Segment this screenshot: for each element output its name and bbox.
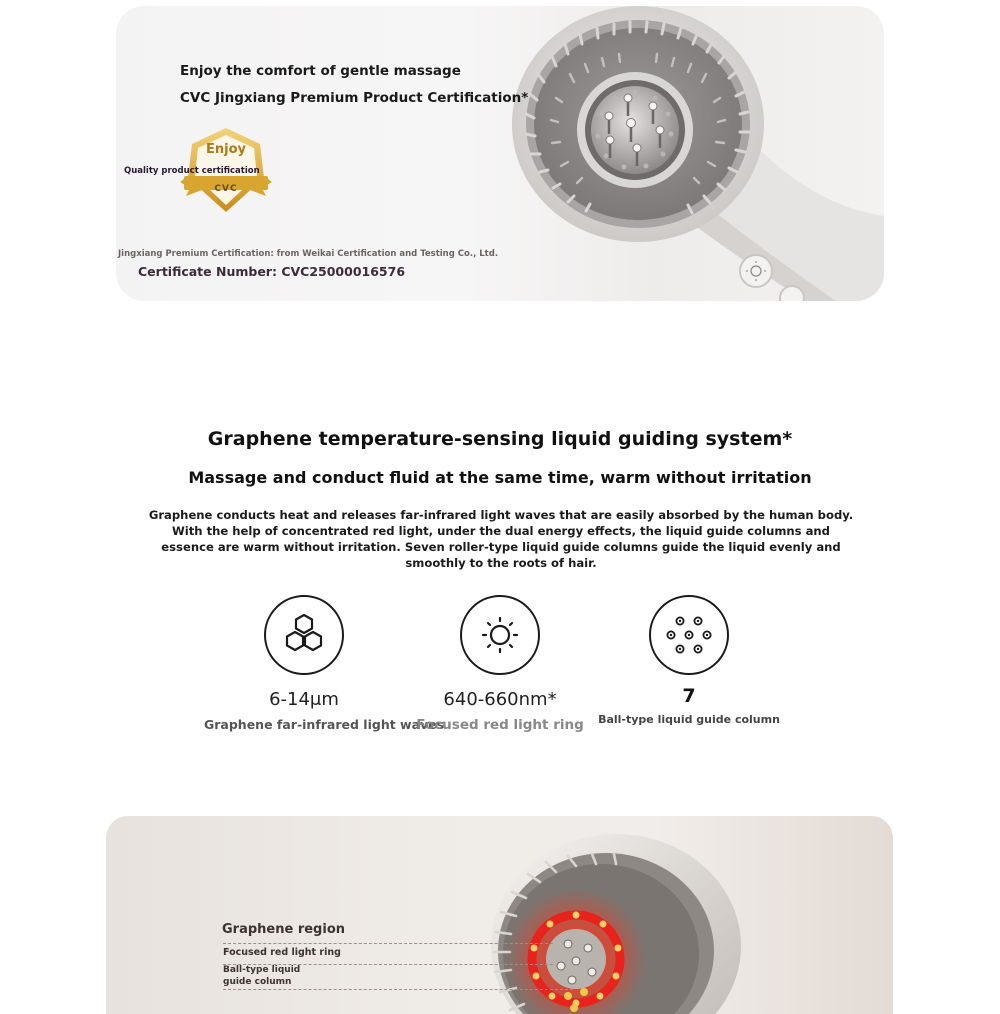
feature-label: Graphene far-infrared light waves: [204, 717, 445, 732]
badge-caption: Quality product certification: [124, 166, 260, 176]
label-ball-guide-column: [223, 964, 300, 988]
feature-label: Ball-type liquid guide column: [598, 713, 780, 726]
product-detail-banner: [106, 816, 893, 1014]
badge-cvc-text: CVC: [214, 184, 238, 194]
banner-headline: Enjoy the comfort of gentle massage: [180, 63, 461, 79]
label-ball-line2: guide column: [223, 977, 292, 987]
feature-red-light-ring: [400, 595, 600, 733]
dots-cluster-icon: [649, 595, 729, 675]
feature-label: Focused red light ring: [416, 717, 584, 733]
hexagon-cluster-icon: [264, 595, 344, 675]
label-graphene-region: Graphene region: [222, 922, 346, 937]
sun-icon: [460, 595, 540, 675]
certification-source: Jingxiang Premium Certification: from Weikai Certification and Testing Co., Ltd.: [118, 249, 499, 259]
feature-value: 7: [682, 685, 696, 707]
leader-line: [223, 943, 553, 944]
certificate-number: Certificate Number: CVC25000016576: [138, 264, 406, 279]
feature-value: 640-660nm*: [443, 689, 557, 710]
certification-banner: [116, 6, 884, 301]
feature-value: 6-14μm: [269, 689, 339, 710]
banner-certification-title: CVC Jingxiang Premium Product Certification*: [180, 90, 529, 106]
label-ball-line1: Ball-type liquid: [223, 965, 301, 975]
feature-ball-columns: [589, 595, 789, 726]
label-focused-red-light-ring: Focused red light ring: [223, 947, 341, 958]
section-subtitle: Massage and conduct fluid at the same time, warm without irritation: [188, 468, 812, 487]
badge-word: Enjoy: [206, 142, 246, 157]
section-title: Graphene temperature-sensing liquid guiding system*: [207, 428, 793, 450]
leader-line: [223, 989, 573, 990]
feature-far-infrared: [204, 595, 445, 732]
section-body: Graphene conducts heat and releases far-infrared light waves that are easily absorbed by the human body. With the help of concentrated red light, under the dual energy effects, the liquid guide columns and essence are warm without irritation. Seven roller-type liquid guide columns guide the liquid evenly and smoothly to the roots of hair.: [148, 508, 854, 570]
